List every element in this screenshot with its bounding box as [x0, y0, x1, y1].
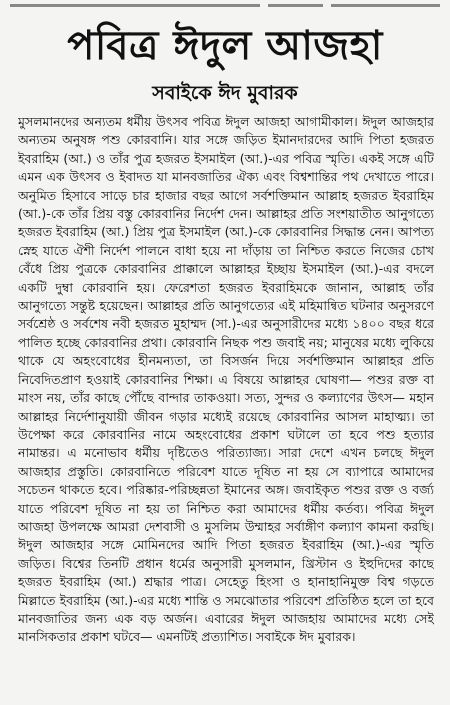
- article-paragraph: মুসলমানদের অন্যতম ধর্মীয় উৎসব পবিত্র ঈদুল আজহা আগামীকাল। ঈদুল আজহার অন্যতম অনুষঙ্গ পশু কোরবানি। যার সঙ্গে জড়িত ইমানদারদের আদি পিতা হজরত ইবরাহিম (আ.) ও তাঁর পুত্র হজরত ইসমাইল (আ.)-এর পবিত্র স্মৃতি। একই সঙ্গে এটি এমন এক উৎসব ও ইবাদত যা মানবজাতির ঐক্য এবং বিশ্বশান্তির পথ দেখাতে পারে। অনুমিত হিসাবে সাড়ে চার হাজার বছর আগে সর্বশক্তিমান আল্লাহ হজরত ইবরাহিম (আ.)-কে তাঁর প্রিয় বস্তু কোরবানির নির্দেশ দেন। আল্লাহর প্রতি সংশয়াতীত আনুগত্যে হজরত ইবরাহিম (আ.) প্রিয় পুত্র ইসমাইল (আ.)-কে কোরবানির সিদ্ধান্ত নেন। আপত্য স্নেহ যাতে ঐশী নির্দেশ পালনে বাধা হয়ে না দাঁড়ায় তা নিশ্চিত করতে নিজের চোখ বেঁধে প্রিয় পুত্রকে কোরবানির প্রাক্কালে আল্লাহর ইচ্ছায় ইসমাইল (আ.)-এর বদলে একটি দুম্বা কোরবানি হয়। ফেরেশতা হজরত ইবরাহিমকে জানান, আল্লাহ তাঁর আনুগত্যে সন্তুষ্ট হয়েছেন। আল্লাহর প্রতি আনুগত্যের এই মহিমান্বিত ঘটনার অনুসরণে সর্বশ্রেষ্ঠ ও সর্বশেষ নবী হজরত মুহাম্মদ (সা.)-এর অনুসারীদের মধ্যে ১৪০০ বছর ধরে পালিত হচ্ছে কোরবানির প্রথা। কোরবানি নিছক পশু জবাই নয়; মানুষের মধ্যে লুকিয়ে থাকে যে অহংবোধের হীনমন্যতা, তা বিসর্জন দিয়ে সর্বশক্তিমান আল্লাহর প্রতি নিবেদিতপ্রাণ হওয়াই কোরবানির শিক্ষা। এ বিষয়ে আল্লাহর ঘোষণা— পশুর রক্ত বা মাংস নয়, তাঁর কাছে পৌঁছে বান্দার তাকওয়া। সত্য, সুন্দর ও কল্যাণের উৎস— মহান আল্লাহর নির্দেশানুযায়ী জীবন গড়ার মধ্যেই রয়েছে কোরবানির আসল মাহাত্ম্য। তা উপেক্ষা করে কোরবানির নামে অহংবোধের প্রকাশ ঘটালে তা হবে পশু হত্যার নামান্তর। এ মনোভাব ধর্মীয় দৃষ্টিতেও পরিত্যাজ্য। সারা দেশে এখন চলছে ঈদুল আজহার প্রস্তুতি। কোরবানিতে পরিবেশ যাতে দূষিত না হয় সে ব্যাপারে আমাদের সচেতন থাকতে হবে। পরিষ্কার-পরিচ্ছন্নতা ইমানের অঙ্গ। জবাইকৃত পশুর রক্ত ও বর্জ্য যাতে পরিবেশ দূষিত না হয় তা নিশ্চিত করা আমাদের ধর্মীয় কর্তব্য। পবিত্র ঈদুল আজহা উপলক্ষে আমরা দেশবাসী ও মুসলিম উম্মাহর সর্বাঙ্গীণ কল্যাণ কামনা করছি। ঈদুল আজহার সঙ্গে মোমিনদের আদি পিতা হজরত ইবরাহিম (আ.)-এর স্মৃতি জড়িত। বিশ্বের তিনটি প্রধান ধর্মের অনুসারী মুসলমান, খ্রিস্টান ও ইহুদিদের কাছে হজরত ইবরাহিম (আ.) শ্রদ্ধার পাত্র। সেহেতু হিংসা ও হানাহানিমুক্ত বিশ্ব গড়তে মিল্লাতে ইবরাহিম (আ.)-এর মধ্যে শান্তি ও সমঝোতার পরিবেশ প্রতিষ্ঠিত হলে তা হবে মানবজাতির জন্য এক বড় অর্জন। এবারের ঈদুল আজহায় আমাদের মধ্যে সেই মানসিকতার প্রকাশ ঘটবে— এমনটিই প্রত্যাশিত। সবাইকে ঈদ মুবারক।: [18, 114, 434, 645]
- divider-segment: [10, 4, 260, 7]
- divider-segment: [331, 4, 440, 7]
- article-body: [18, 113, 434, 699]
- subheadline: সবাইকে ঈদ মুবারক: [152, 82, 298, 104]
- divider-segment: [268, 4, 323, 7]
- headline: পবিত্র ঈদুল আজহা: [67, 23, 383, 69]
- top-divider: [10, 4, 440, 7]
